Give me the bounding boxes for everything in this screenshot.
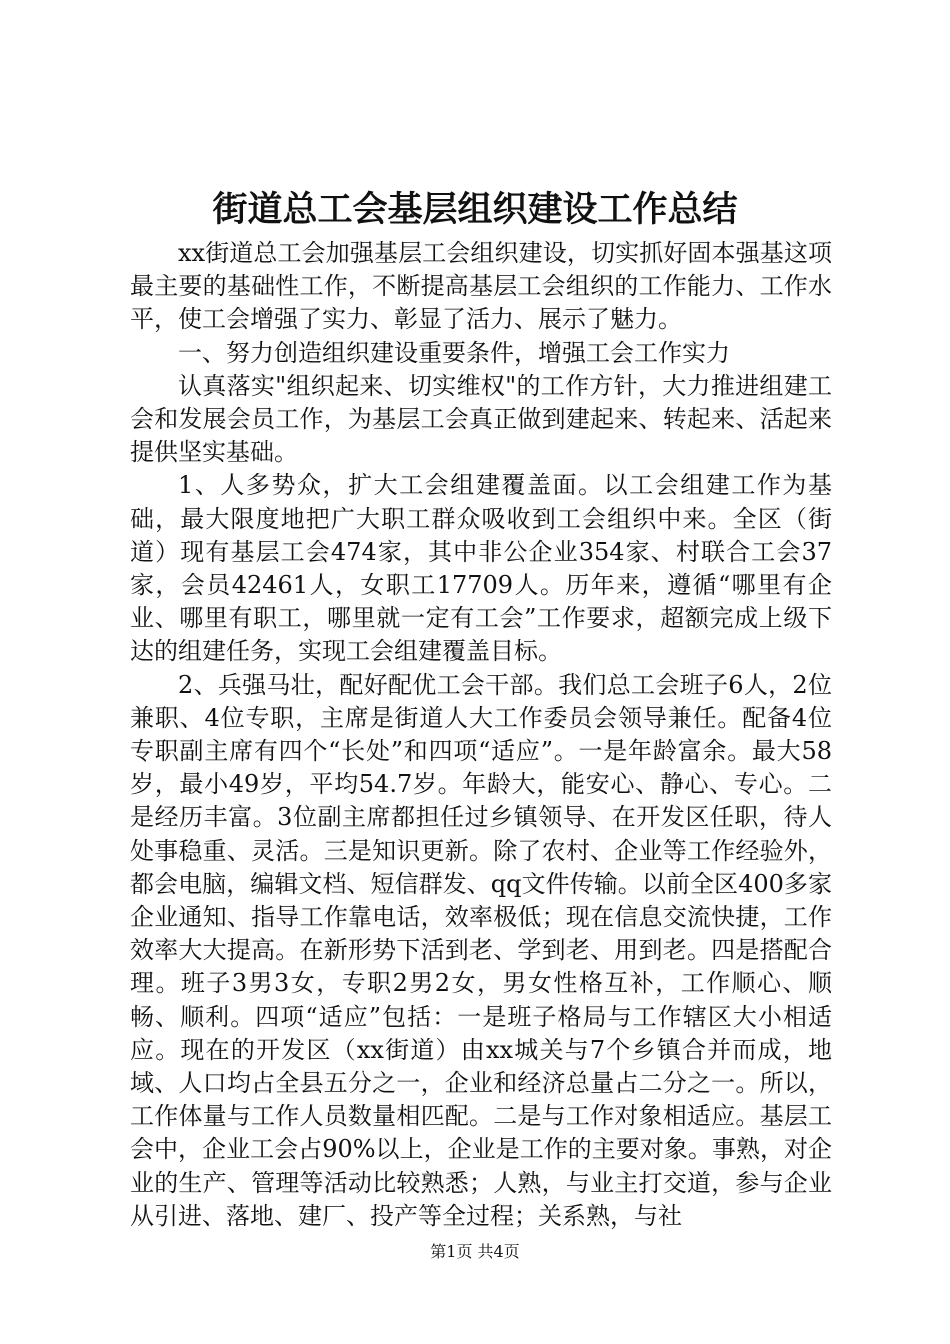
document-body: [130, 237, 832, 1233]
section-heading-1: 一、努力创造组织建设重要条件，增强工会工作实力: [178, 338, 730, 367]
paragraph-item-2: 2、兵强马壮，配好配优工会干部。我们总工会班子6人，2位兼职、4位专职，主席是街道人大工作委员会领导兼任。配备4位专职副主席有四个“长处”和四项“适应”。一是年龄富余。最大58岁，最小49岁，平均54.7岁。年龄大，能安心、静心、专心。二是经历丰富。3位副主席都担任过乡镇领导、在开发区任职，待人处事稳重、灵活。三是知识更新。除了农村、企业等工作经验外，都会电脑，编辑文档、短信群发、qq文件传输。以前全区400多家企业通知、指导工作靠电话，效率极低；现在信息交流快捷，工作效率大大提高。在新形势下活到老、学到老、用到老。四是搭配合理。班子3男3女，专职2男2女，男女性格互补，工作顺心、顺畅、顺利。四项“适应”包括：一是班子格局与工作辖区大小相适应。现在的开发区（xx街道）由xx城关与7个乡镇合并而成，地域、人口均占全县五分之一，企业和经济总量占二分之一。所以，工作体量与工作人员数量相匹配。二是与工作对象相适应。基层工会中，企业工会占90%以上，企业是工作的主要对象。事熟，对企业的生产、管理等活动比较熟悉；人熟，与业主打交道，参与企业从引进、落地、建厂、投产等全过程；关系熟，与社: [130, 670, 832, 1230]
paragraph-policy: 认真落实"组织起来、切实维权"的工作方针，大力推进组建工会和发展会员工作，为基层工会真正做到建起来、转起来、活起来提供坚实基础。: [130, 371, 832, 467]
paragraph-item-1: 1、人多势众，扩大工会组建覆盖面。以工会组建工作为基础，最大限度地把广大职工群众吸收到工会组织中来。全区（街道）现有基层工会474家，其中非公企业354家、村联合工会37家，会员42461人，女职工17709人。历年来，遵循“哪里有企业、哪里有职工，哪里就一定有工会”工作要求，超额完成上级下达的组建任务，实现工会组建覆盖目标。: [130, 471, 832, 666]
page-footer: 第1页 共4页: [430, 1242, 520, 1261]
paragraph-intro: xx街道总工会加强基层工会组织建设，切实抓好固本强基这项最主要的基础性工作，不断提高基层工会组织的工作能力、工作水平，使工会增强了实力、彰显了活力、展示了魅力。: [130, 239, 832, 334]
document-title: 街道总工会基层组织建设工作总结: [212, 189, 738, 230]
